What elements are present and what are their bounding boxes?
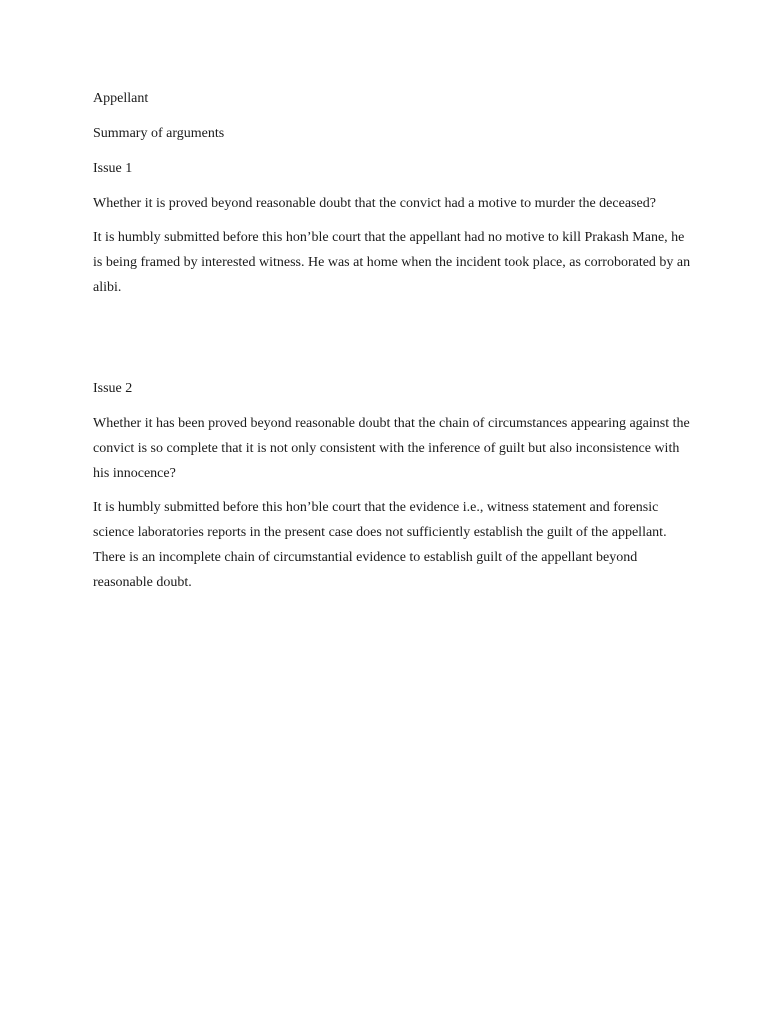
document-subheading: Summary of arguments — [93, 126, 225, 141]
issue-1-submission: It is humbly submitted before this hon’ble court that the appellant had no motive to kill Prakash Mane, he is being framed by interested witness. He was at home when the incident took place, as corroborated by an alibi. — [93, 230, 691, 295]
issue-2-question: Whether it has been proved beyond reasonable doubt that the chain of circumstances appearing against the convict is so complete that it is not only consistent with the inference of guilt but also inconsistence with his innocence? — [93, 416, 690, 481]
document-heading: Appellant — [93, 91, 149, 106]
document-body — [93, 86, 693, 604]
issue-2-label: Issue 2 — [93, 381, 133, 396]
issue-2-submission: It is humbly submitted before this hon’ble court that the evidence i.e., witness statement and forensic science laboratories reports in the present case does not sufficiently establish the guilt of the appellant. There is an incomplete chain of circumstantial evidence to establish guilt of the appellant beyond reasonable doubt. — [93, 500, 667, 590]
section-spacer — [93, 309, 693, 376]
issue-1-label: Issue 1 — [93, 161, 133, 176]
issue-1-question: Whether it is proved beyond reasonable doubt that the convict had a motive to murder the deceased? — [93, 196, 656, 211]
